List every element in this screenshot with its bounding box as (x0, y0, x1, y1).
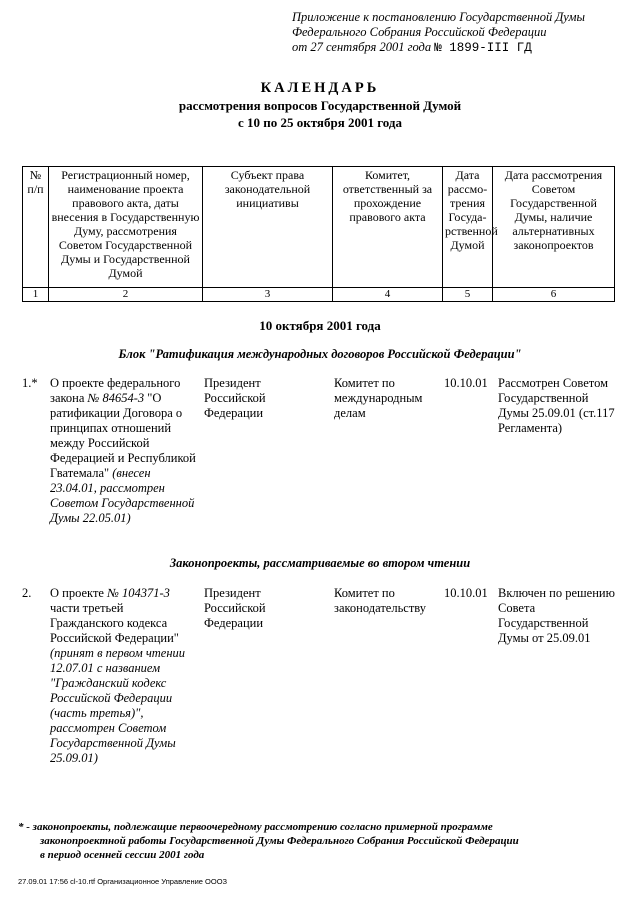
bill-title: "О ратификации Договора о принципах отношений между Российской Федерацией и Республикой Гватемала" (50, 391, 196, 480)
column-number-row (23, 288, 615, 302)
column-number: 5 (443, 288, 493, 302)
item-number: 1.* (22, 376, 38, 390)
title-subtitle-2: с 10 по 25 октября 2001 года (237, 115, 403, 130)
item-committee: Комитет по международным делам (334, 376, 423, 420)
item-subject: Президент Российской Федерации (204, 586, 266, 630)
column-header-number: № п/п (23, 167, 49, 288)
item-date: 10.10.01 (444, 376, 488, 390)
bill-dates: (внесен 23.04.01, рассмотрен Советом Государственной Думы 22.05.01) (50, 466, 195, 525)
block-heading-second-reading: Законопроекты, рассматриваемые во втором чтении (169, 556, 471, 570)
footnote-line-3: в период осенней сессии 2001 года (40, 849, 205, 861)
column-number: 3 (203, 288, 333, 302)
table-header (22, 166, 615, 302)
column-header-duma-date: Дата рассмо-трения Госуда-рственной Думой (443, 167, 493, 288)
item-number: 2. (22, 586, 32, 600)
table-header-row (23, 167, 615, 288)
column-header-subject: Субъект права законодательной инициативы (203, 167, 333, 288)
block-heading-ratification: Блок "Ратификация международных договоров Российской Федерации" (118, 347, 522, 361)
item-subject: Президент Российской Федерации (204, 376, 266, 420)
bill-title: части третьей Гражданского кодекса Российской Федерации" (50, 601, 179, 645)
title-main: КАЛЕНДАРЬ (260, 80, 380, 96)
resolution-number: № 1899-III ГД (434, 41, 532, 55)
print-footer: 27.09.01 17:56 cl-10.rtf Организационное Управление ОООЗ (18, 877, 228, 886)
appendix-line-3 (292, 40, 632, 56)
item-date: 10.10.01 (444, 586, 488, 600)
appendix-line-1: Приложение к постановлению Государственной Думы (292, 10, 585, 24)
column-number: 6 (493, 288, 615, 302)
footnote-line-2: законопроектной работы Государственной Думы Федерального Собрания Российской Федерации (40, 835, 519, 847)
item-intro: О проекте федерального закона (50, 376, 181, 405)
column-number: 1 (23, 288, 49, 302)
column-header-registration: Регистрационный номер, наименование проекта правового акта, даты внесения в Государственную Думу, рассмотрения Советом Государственной Думы и Государственной Думой (49, 167, 203, 288)
appendix-header (292, 10, 632, 56)
item-description (50, 376, 200, 526)
footnote (18, 820, 628, 862)
appendix-line-2: Федерального Собрания Российской Федерации (292, 25, 547, 39)
column-number: 4 (333, 288, 443, 302)
column-header-council-date: Дата рассмотрения Советом Государственной Думы, наличие альтернативных законопроектов (493, 167, 615, 288)
appendix-date: от 27 сентября 2001 года (292, 40, 432, 54)
footnote-line-1: * - законопроекты, подлежащие первоочередному рассмотрению согласно примерной программе (18, 821, 493, 833)
date-heading: 10 октября 2001 года (259, 318, 381, 333)
item-result: Рассмотрен Советом Государственной Думы 25.09.01 (ст.117 Регламента) (498, 376, 615, 435)
item-committee: Комитет по законодательству (334, 586, 427, 615)
bill-number: № 84654-3 (87, 391, 145, 405)
column-header-committee: Комитет, ответственный за прохождение правового акта (333, 167, 443, 288)
item-intro: О проекте (50, 586, 104, 600)
title-subtitle-1: рассмотрения вопросов Государственной Думой (178, 98, 462, 113)
bill-dates: (принят в первом чтении 12.07.01 с названием "Гражданский кодекс Российской Федерации (часть третья)", рассмотрен Советом Государственной Думы 25.09.01) (50, 646, 186, 765)
item-description (50, 586, 200, 766)
bill-number: № 104371-3 (107, 586, 170, 600)
column-number: 2 (49, 288, 203, 302)
item-result: Включен по решению Совета Государственной Думы от 25.09.01 (498, 586, 615, 645)
document-title (0, 79, 640, 131)
